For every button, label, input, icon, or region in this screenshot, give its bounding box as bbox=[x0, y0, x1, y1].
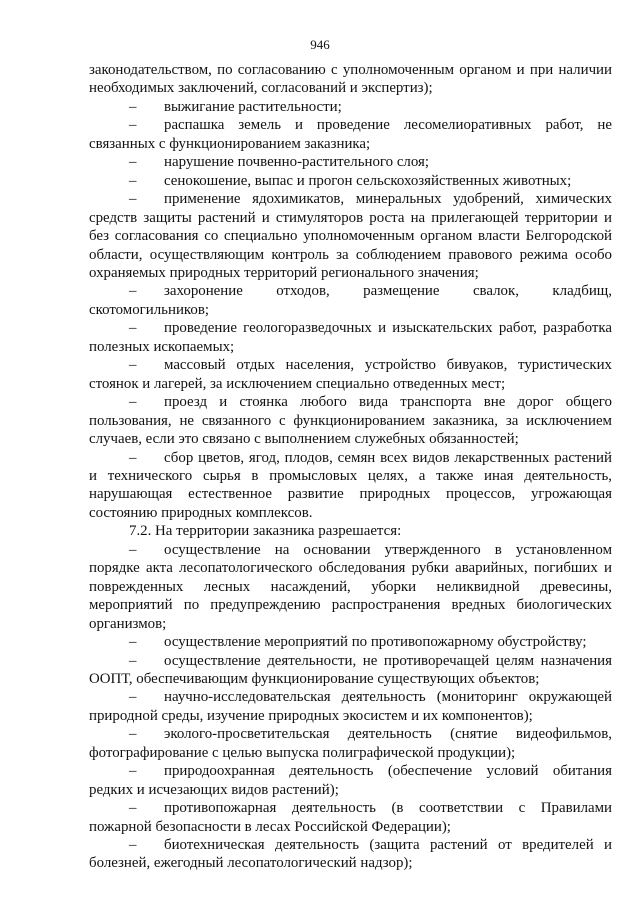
paragraph-text: противопожарная деятельность (в соответствии с Правилами пожарной безопасности в лесах Российской Федерации); bbox=[89, 800, 612, 835]
paragraph-text: сенокошение, выпас и прогон сельскохозяйственных животных; bbox=[164, 172, 572, 189]
list-item bbox=[89, 282, 612, 319]
list-item bbox=[89, 98, 612, 116]
list-dash: – bbox=[129, 541, 137, 558]
list-item bbox=[89, 393, 612, 448]
paragraph-text: природоохранная деятельность (обеспечение условий обитания редких и исчезающих видов растений); bbox=[89, 763, 612, 798]
list-dash: – bbox=[129, 800, 137, 817]
paragraph-text: нарушение почвенно-растительного слоя; bbox=[164, 154, 430, 171]
paragraph-text: сбор цветов, ягод, плодов, семян всех видов лекарственных растений и технического сырья в промысловых целях, а также иная деятельность, нарушающая естественное развитие природных процессов, угрожающая состоянию природных комплексов. bbox=[89, 449, 612, 521]
paragraph-text: выжигание растительности; bbox=[164, 98, 342, 115]
list-dash: – bbox=[129, 449, 137, 466]
paragraph bbox=[89, 61, 612, 98]
list-dash: – bbox=[129, 283, 137, 300]
paragraph-text: распашка земель и проведение лесомелиоративных работ, не связанных с функционированием заказника; bbox=[89, 117, 612, 152]
list-item bbox=[89, 153, 612, 171]
paragraph-text: осуществление на основании утвержденного в установленном порядке акта лесопатологического обследования рубки аварийных, погибших и поврежденных лесных насаждений, уборки неликвидной древесины, мероприятий по предупреждению распространения вредных биологических организмов; bbox=[89, 541, 612, 632]
list-item bbox=[89, 116, 612, 153]
list-dash: – bbox=[129, 320, 137, 337]
paragraph-text: захоронение отходов, размещение свалок, кладбищ, скотомогильников; bbox=[89, 283, 612, 318]
page-number: 946 bbox=[310, 37, 330, 52]
list-item bbox=[89, 633, 612, 651]
paragraph-text: применение ядохимикатов, минеральных удобрений, химических средств защиты растений и стимуляторов роста на прилегающей территории и без согласования со специально уполномоченным органом власти Белгородской области, осуществляющим контроль за соблюдением правового режима особо охраняемых природных территорий регионального значения; bbox=[89, 191, 612, 281]
list-dash: – bbox=[129, 357, 137, 374]
list-dash: – bbox=[129, 763, 137, 780]
paragraph-text: проезд и стоянка любого вида транспорта вне дорог общего пользования, не связанного с функционированием заказника, за исключением случаев, если это связано с выполнением служебных обязанностей; bbox=[89, 394, 612, 448]
list-dash: – bbox=[129, 634, 137, 651]
list-item bbox=[89, 725, 612, 762]
paragraph-text: эколого-просветительская деятельность (снятие видеофильмов, фотографирование с целью выпуска полиграфической продукции); bbox=[89, 726, 612, 761]
paragraph-text: научно-исследовательская деятельность (мониторинг окружающей природной среды, изучение природных экосистем и их компонентов); bbox=[89, 689, 612, 724]
paragraph-text: массовый отдых населения, устройство бивуаков, туристических стоянок и лагерей, за исключением специально отведенных мест; bbox=[89, 357, 612, 392]
paragraph-text: 7.2. На территории заказника разрешается: bbox=[129, 523, 402, 540]
list-item bbox=[89, 762, 612, 799]
list-dash: – bbox=[129, 394, 137, 411]
list-dash: – bbox=[129, 191, 137, 208]
document-body bbox=[89, 61, 612, 873]
list-item bbox=[89, 172, 612, 190]
list-dash: – bbox=[129, 98, 137, 115]
list-dash: – bbox=[129, 837, 137, 854]
section-heading bbox=[89, 522, 612, 540]
paragraph-text: законодательством, по согласованию с уполномоченным органом и при наличии необходимых заключений, согласований и экспертиз); bbox=[89, 62, 612, 97]
paragraph-text: осуществление деятельности, не противоречащей целям назначения ООПТ, обеспечивающим функционирование существующих объектов; bbox=[89, 652, 612, 687]
paragraph-text: осуществление мероприятий по противопожарному обустройству; bbox=[164, 634, 587, 651]
list-item bbox=[89, 652, 612, 689]
paragraph-text: проведение геологоразведочных и изыскательских работ, разработка полезных ископаемых; bbox=[89, 320, 612, 355]
list-dash: – bbox=[129, 652, 137, 669]
list-item bbox=[89, 319, 612, 356]
list-dash: – bbox=[129, 117, 137, 134]
list-item bbox=[89, 799, 612, 836]
list-item bbox=[89, 356, 612, 393]
list-item bbox=[89, 541, 612, 633]
list-dash: – bbox=[129, 726, 137, 743]
list-dash: – bbox=[129, 154, 137, 171]
paragraph-text: биотехническая деятельность (защита растений от вредителей и болезней, ежегодный лесопатологический надзор); bbox=[89, 837, 612, 872]
list-item bbox=[89, 688, 612, 725]
list-item bbox=[89, 190, 612, 282]
list-dash: – bbox=[129, 172, 137, 189]
list-dash: – bbox=[129, 689, 137, 706]
list-item bbox=[89, 836, 612, 873]
list-item bbox=[89, 449, 612, 523]
